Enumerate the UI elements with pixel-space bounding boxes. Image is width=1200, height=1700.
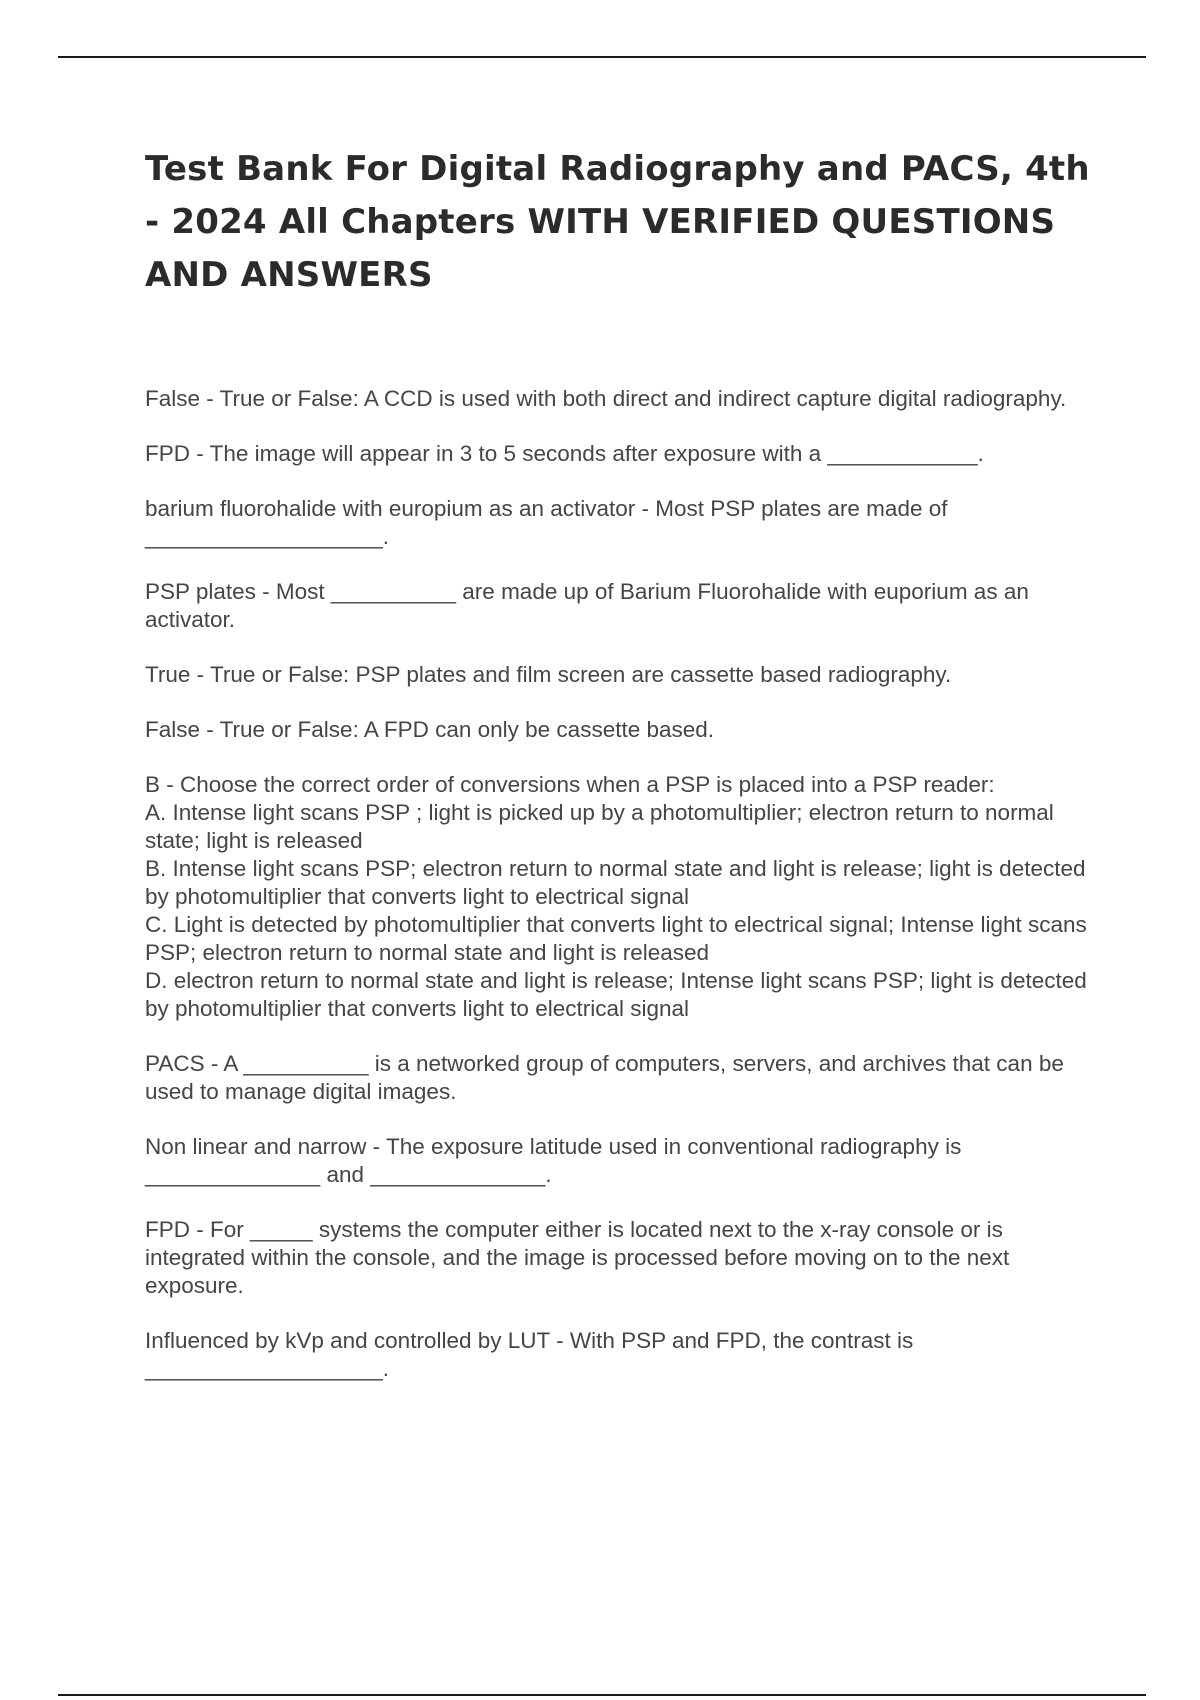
qa-item-3: barium fluorohalide with europium as an activator - Most PSP plates are made of ___________________. — [145, 496, 948, 549]
qa-item-1: False - True or False: A CCD is used with both direct and indirect capture digital radiography. — [145, 386, 1067, 411]
qa-item-9: Non linear and narrow - The exposure latitude used in conventional radiography is ______________ and ______________. — [145, 1134, 962, 1187]
top-rule — [58, 56, 1146, 58]
qa-item-7-option-c: C. Light is detected by photomultiplier that converts light to electrical signal; Intense light scans PSP; electron return to normal state and light is released — [145, 912, 1087, 965]
qa-item-2: FPD - The image will appear in 3 to 5 seconds after exposure with a ____________. — [145, 441, 984, 466]
bottom-rule — [58, 1694, 1146, 1696]
qa-item-10: FPD - For _____ systems the computer either is located next to the x-ray console or is integrated within the console, and the image is processed before moving on to the next exposure. — [145, 1217, 1010, 1298]
qa-item-6: False - True or False: A FPD can only be cassette based. — [145, 717, 715, 742]
qa-item-7-option-d: D. electron return to normal state and light is release; Intense light scans PSP; light is detected by photomultiplier that converts light to electrical signal — [145, 968, 1087, 1021]
qa-item-4: PSP plates - Most __________ are made up of Barium Fluorohalide with euporium as an activator. — [145, 579, 1029, 632]
qa-item-7-question: B - Choose the correct order of conversions when a PSP is placed into a PSP reader: — [145, 772, 995, 797]
qa-item-7 — [145, 771, 1095, 1023]
qa-item-8: PACS - A __________ is a networked group of computers, servers, and archives that can be used to manage digital images. — [145, 1051, 1064, 1104]
document-title: Test Bank For Digital Radiography and PACS, 4th - 2024 All Chapters WITH VERIFIED QUESTIONS AND ANSWERS — [145, 149, 1090, 295]
qa-item-5: True - True or False: PSP plates and film screen are cassette based radiography. — [145, 662, 952, 687]
qa-list — [145, 385, 1095, 1410]
qa-item-7-option-b: B. Intense light scans PSP; electron return to normal state and light is release; light is detected by photomultiplier that converts light to electrical signal — [145, 856, 1086, 909]
qa-item-11: Influenced by kVp and controlled by LUT - With PSP and FPD, the contrast is ___________________. — [145, 1328, 914, 1381]
qa-item-7-option-a: A. Intense light scans PSP ; light is picked up by a photomultiplier; electron return to normal state; light is released — [145, 800, 1054, 853]
